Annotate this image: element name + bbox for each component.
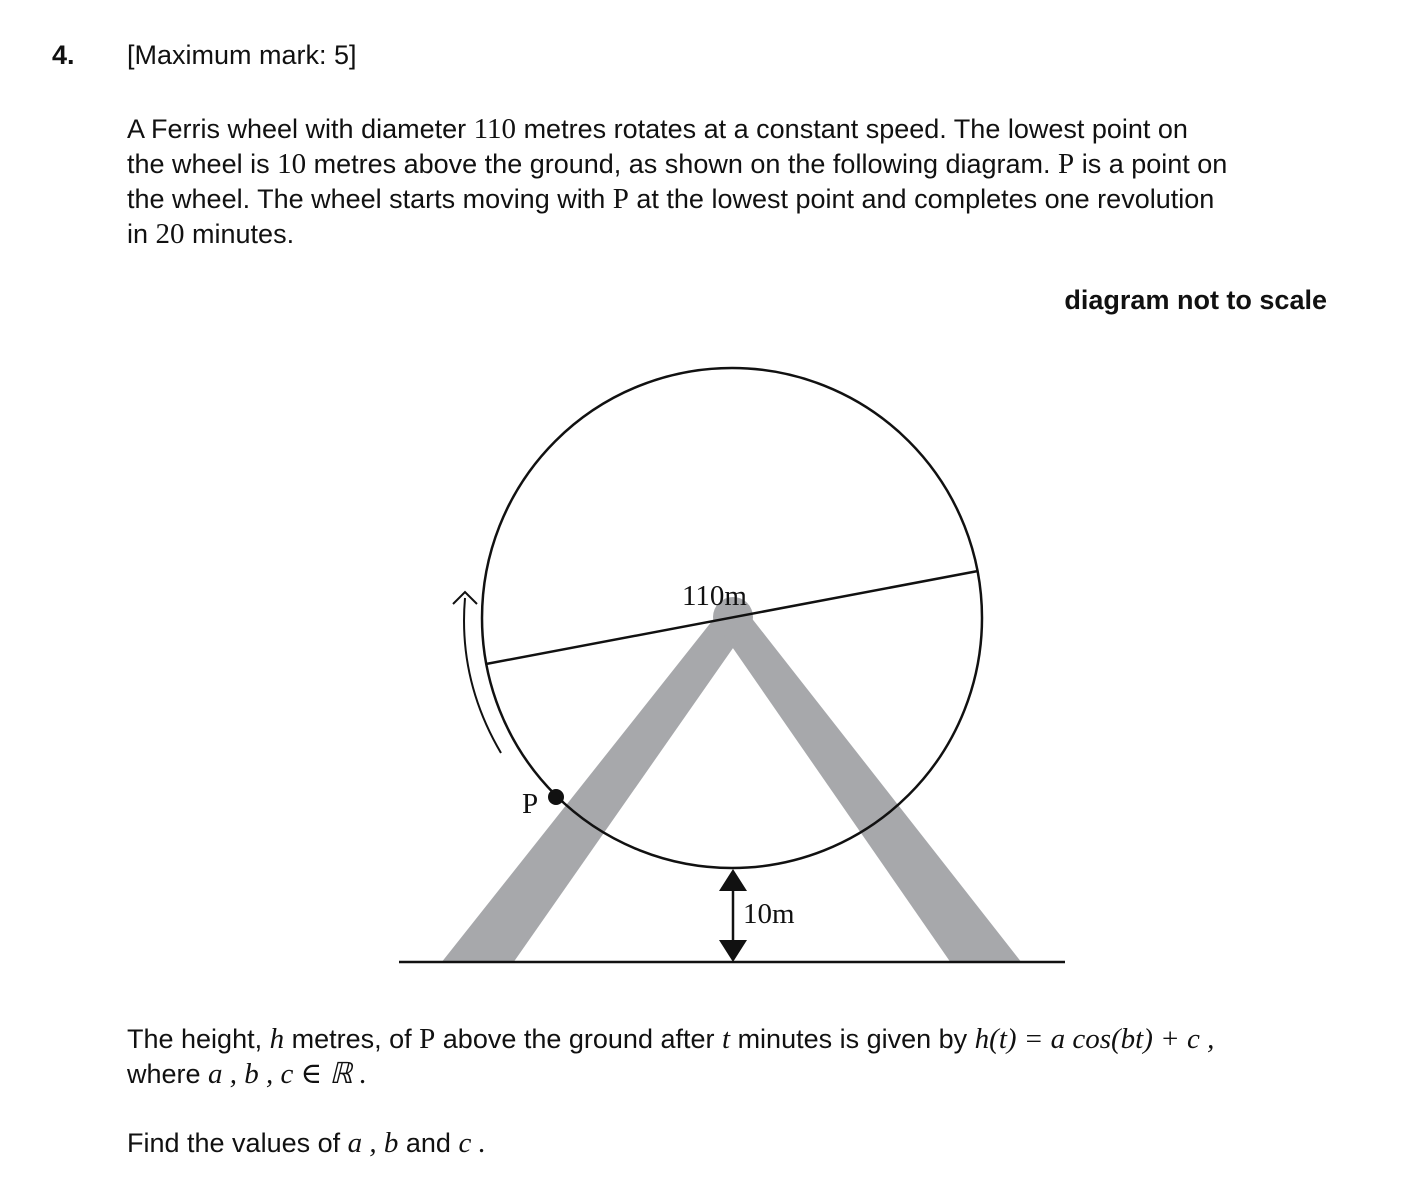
diameter-label: 110m — [682, 580, 747, 612]
height-function-line-1: The height, h metres, of P above the ground after t minutes is given by h(t) = a cos(bt) + c , — [127, 1023, 1215, 1055]
height-function-line-2: where a , b , c ∈ ℝ . — [127, 1058, 367, 1090]
height-formula: h(t) = a cos(bt) + c , — [974, 1023, 1215, 1055]
point-p-label: P — [522, 788, 539, 820]
height-label: 10m — [743, 898, 795, 930]
height-arrow-bottom — [719, 940, 747, 962]
point-p-marker — [548, 789, 564, 805]
diagram-note: diagram not to scale — [1064, 285, 1327, 315]
maximum-mark: [Maximum mark: 5] — [127, 40, 357, 70]
intro-line-4: in 20 minutes. — [127, 218, 295, 250]
intro-line-3: the wheel. The wheel starts moving with P at the lowest point and completes one revolution — [127, 183, 1215, 215]
intro-line-1: A Ferris wheel with diameter 110 metres rotates at a constant speed. The lowest point on — [127, 113, 1188, 145]
height-function-statement — [127, 1022, 1214, 1092]
question-number: 4. — [52, 40, 75, 70]
intro-line-2: the wheel is 10 metres above the ground, as shown on the following diagram. P is a point on — [127, 148, 1228, 180]
task-instruction: Find the values of a , b and c . — [127, 1127, 486, 1159]
height-arrow-top — [719, 869, 747, 891]
